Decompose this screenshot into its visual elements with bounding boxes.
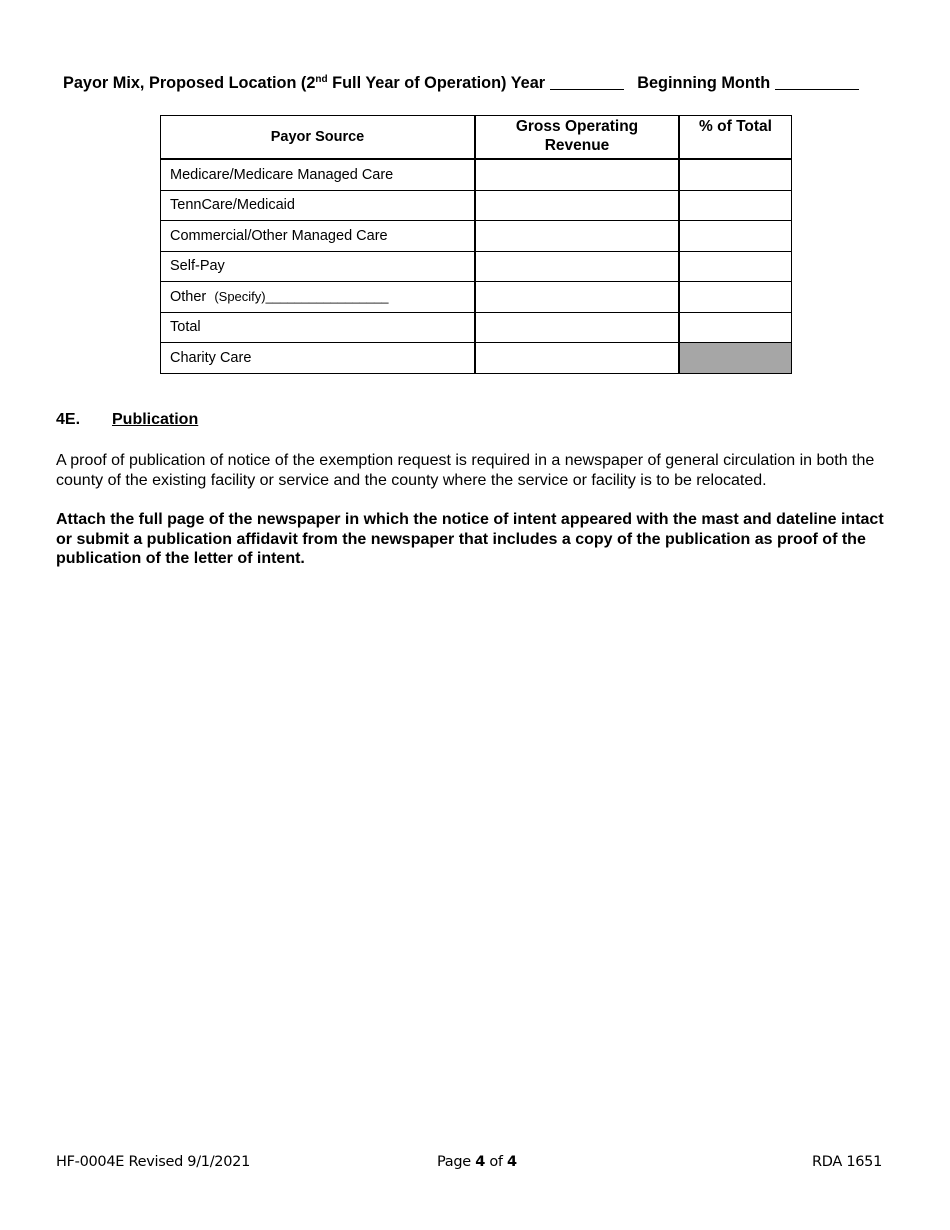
footer-page-number: Page 4 of 4 (437, 1154, 517, 1170)
year-field[interactable] (550, 75, 624, 90)
payor-label: Charity Care (161, 343, 476, 374)
gross-revenue-cell[interactable] (475, 251, 679, 282)
table-row (161, 251, 792, 282)
percent-cell[interactable] (679, 190, 792, 221)
gross-revenue-cell[interactable] (475, 221, 679, 252)
percent-of-total-header: % of Total (679, 116, 792, 160)
payor-label: Self-Pay (161, 251, 476, 282)
attach-instructions: Attach the full page of the newspaper in which the notice of intent appeared with the mast and dateline intact or submit a publication affidavit from the newspaper that includes a copy of the publication as proof of the publication of the letter of intent. (56, 511, 884, 567)
payor-label: TennCare/Medicaid (161, 190, 476, 221)
payor-label: Total (161, 312, 476, 343)
percent-cell[interactable] (679, 282, 792, 313)
table-row (161, 159, 792, 190)
table-row (161, 221, 792, 252)
payor-label-other: Other (Specify)_________________ (161, 282, 476, 313)
percent-cell-shaded (679, 343, 792, 374)
table-row (161, 190, 792, 221)
gross-revenue-cell[interactable] (475, 190, 679, 221)
payor-mix-heading: Payor Mix, Proposed Location (2nd Full Year of Operation) Year Beginning Month (63, 74, 893, 93)
gross-operating-revenue-header: Gross Operating Revenue (475, 116, 679, 160)
gross-revenue-cell[interactable] (475, 282, 679, 313)
percent-cell[interactable] (679, 221, 792, 252)
percent-cell[interactable] (679, 251, 792, 282)
section-heading (56, 411, 198, 429)
payor-mix-table (160, 115, 792, 374)
percent-cell[interactable] (679, 159, 792, 190)
payor-label: Medicare/Medicare Managed Care (161, 159, 476, 190)
table-row (161, 282, 792, 313)
beginning-month-field[interactable] (775, 75, 859, 90)
section-number: 4E. (56, 411, 81, 428)
section-title: Publication (112, 411, 199, 428)
publication-paragraph: A proof of publication of notice of the exemption request is required in a newspaper of general circulation in both the county of the existing facility or service and the county where the service or facility is to be relocated. (56, 452, 875, 489)
payor-source-header: Payor Source (161, 116, 476, 160)
specify-field[interactable]: (Specify)_________________ (214, 288, 389, 304)
gross-revenue-cell[interactable] (475, 312, 679, 343)
footer-form-id: HF-0004E Revised 9/1/2021 (56, 1154, 251, 1170)
table-row (161, 343, 792, 374)
percent-cell[interactable] (679, 312, 792, 343)
gross-revenue-cell[interactable] (475, 159, 679, 190)
payor-label: Commercial/Other Managed Care (161, 221, 476, 252)
table-row (161, 312, 792, 343)
footer-rda: RDA 1651 (812, 1154, 883, 1170)
gross-revenue-cell[interactable] (475, 343, 679, 374)
